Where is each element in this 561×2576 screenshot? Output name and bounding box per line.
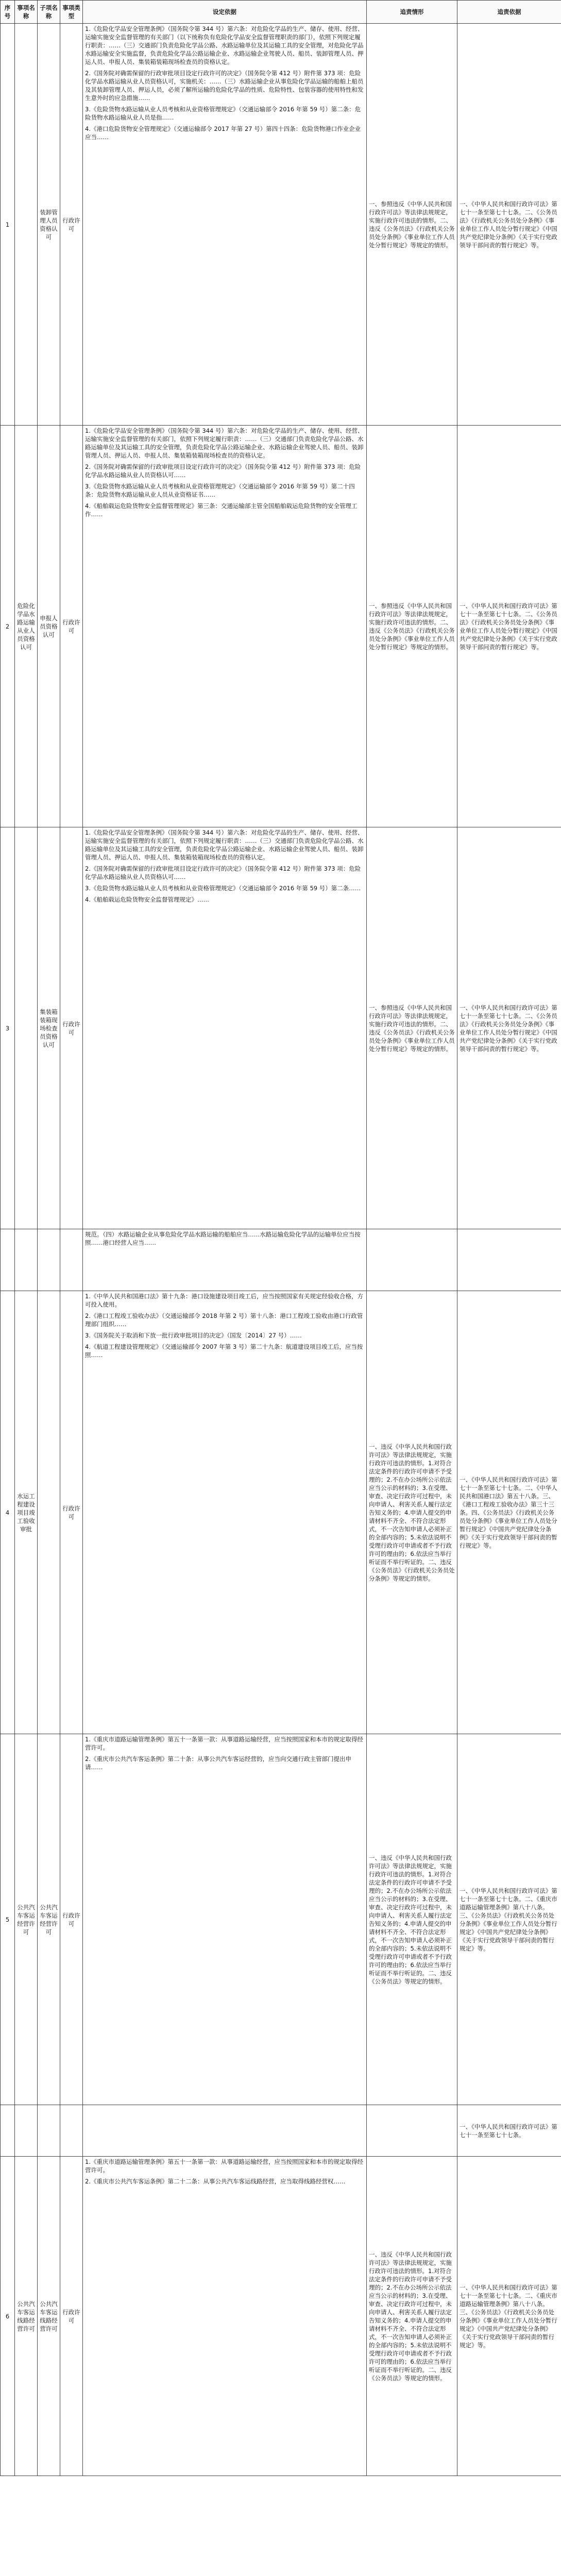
basis-paragraph: 1.《危险化学品安全管理条例》（国务院令第 344 号）第六条：对危险化学品的生产、储存、使用、经营、运输实施安全监督管理的有关部门（以下统称负有危险化学品安全监督管理职责的部门），依照下列规定履行职责：……（三）交通部门负责危险化学品公路、水路运输单位及其运输工具的安全管理，对危险化学品水路运输安全实施监督，负责危险化学品公路运输企业、水路运输企业驾驶人员、船员、装卸管理人员、押运人员、申报人员、集装箱装箱现场检查员的资格认定。 bbox=[85, 25, 364, 65]
row-item-name bbox=[15, 827, 38, 1229]
row-type bbox=[60, 1229, 83, 1291]
row-basis bbox=[83, 2105, 367, 2157]
basis-paragraph: 2.《重庆市公共汽车客运条例》第二十条：从事公共汽车客运经营的，应当向交通行政主管部门提出申请…… bbox=[85, 1755, 351, 1771]
basis-paragraph: 2.《国务院对确需保留的行政审批项目设定行政许可的决定》（国务院令第 412 号）附件第 373 项：危险化学品水路运输从业人员资格认可…… bbox=[85, 463, 361, 479]
basis-paragraph: 2.《国务院对确需保留的行政审批项目设定行政许可的决定》（国务院令第 412 号）附件第 373 项：危险化学品水路运输从业人员资格认可…… bbox=[85, 865, 361, 880]
row-basis bbox=[83, 24, 367, 426]
table-row bbox=[1, 426, 561, 827]
row-basis bbox=[83, 827, 367, 1229]
basis-paragraph: 2.《港口工程竣工验收办法》（交通运输部令 2018 年第 2 号）第十八条：港口工程竣工验收由港口行政管理部门组织…… bbox=[85, 1312, 363, 1328]
basis-paragraph: 规范。（四）水路运输企业从事危险化学品水路运输的船舶应当……水路运输危险化学品的运输单位应当按照……港口经营人应当…… bbox=[85, 1231, 361, 1246]
row-type: 行政许可 bbox=[60, 827, 83, 1229]
basis-paragraph: 1.《重庆市道路运输管理条例》第五十一条第一款：从事道路运输经营，应当按照国家和本市的规定取得经营许可。 bbox=[85, 1736, 363, 1751]
row-type: 行政许可 bbox=[60, 1734, 83, 2105]
table-row bbox=[1, 2157, 561, 2476]
row-basis bbox=[83, 1291, 367, 1734]
row-accountability-basis: 一、《中华人民共和国行政许可法》第七十一条至第七十七条。二、《公务员法》《行政机关公务员处分条例》《事业单位工作人员处分暂行规定》《中国共产党纪律处分条例》《关于实行党政领导干部问责的暂行规定》等。 bbox=[457, 827, 561, 1229]
row-item-name: 危险化学品水路运输从业人员资格认可 bbox=[15, 426, 38, 827]
row-no: 5 bbox=[1, 1734, 15, 2105]
row-no: 4 bbox=[1, 1291, 15, 1734]
row-accountability-basis bbox=[457, 1229, 561, 1291]
row-sub-name: 装卸管理人员资格认可 bbox=[38, 24, 60, 426]
row-accountability-basis: 一、《中华人民共和国行政许可法》第七十一条至第七十七条。二、《公务员法》《行政机关公务员处分条例》《事业单位工作人员处分暂行规定》《中国共产党纪律处分条例》《关于实行党政领导干部问责的暂行规定》等。 bbox=[457, 24, 561, 426]
basis-paragraph: 3.《国务院关于取消和下放一批行政审批项目的决定》（国发〔2014〕27 号）…… bbox=[85, 1332, 302, 1339]
row-accountability bbox=[367, 1229, 457, 1291]
row-accountability-basis: 一、《中华人民共和国行政许可法》第七十一条至第七十七条。二、《中华人民共和国港口法》第五十八条。三、《港口工程竣工验收办法》第三十三条。四、《公务员法》《行政机关公务员处分条例》《事业单位工作人员处分暂行规定》《中国共产党纪律处分条例》《关于实行党政领导干部问责的暂行规定》等。 bbox=[457, 1291, 561, 1734]
row-sub-name: 公共汽车客运经营许可 bbox=[38, 1734, 60, 2105]
row-accountability-basis: 一、《中华人民共和国行政许可法》第七十一条至第七十七条。 bbox=[457, 2105, 561, 2157]
row-sub-name: 公共汽车客运线路经营许可 bbox=[38, 2157, 60, 2476]
row-no: 2 bbox=[1, 426, 15, 827]
table-row bbox=[1, 827, 561, 1229]
header-type: 事项类型 bbox=[60, 1, 83, 24]
basis-paragraph: 1.《重庆市道路运输管理条例》第五十一条第一款：从事道路运输经营，应当按照国家和本市的规定取得经营许可。 bbox=[85, 2158, 363, 2174]
basis-paragraph: 1.《危险化学品安全管理条例》（国务院令第 344 号）第六条：对危险化学品的生产、储存、使用、经营、运输实施安全监督管理的有关部门，依照下列规定履行职责：……（三）交通部门负责危险化学品公路、水路运输单位及其运输工具的安全管理，负责危险化学品公路运输企业、水路运输企业驾驶人员、船员、装卸管理人员、押运人员、申报人员、集装箱装箱现场检查员的资格认定。 bbox=[85, 427, 364, 459]
row-accountability-basis: 一、《中华人民共和国行政许可法》第七十一条至第七十七条。二、《重庆市道路运输管理条例》第八十八条。三、《公务员法》《行政机关公务员处分条例》《事业单位工作人员处分暂行规定》《中国共产党纪律处分条例》《关于实行党政领导干部问责的暂行规定》等。 bbox=[457, 2157, 561, 2476]
table-row bbox=[1, 1229, 561, 1291]
row-item-name: 水运工程建设项目竣工验收审批 bbox=[15, 1291, 38, 1734]
row-type: 行政许可 bbox=[60, 2157, 83, 2476]
row-accountability: 一、违反《中华人民共和国行政许可法》等法律法规规定，实施行政许可违法的情形。1.对符合法定条件的行政许可申请不予受理的；2.不在办公场所公示依法应当公示的材料的；3.在受理、审查、决定行政许可过程中，未向申请人、利害关系人履行法定告知义务的；4.申请人提交的申请材料不齐全、不符合法定形式，不一次告知申请人必须补正的全部内容的；5.未依法说明不受理行政许可申请或者不予行政许可的理由的；6.依法应当举行听证而不举行听证的。二、违反《公务员法》等规定的情形。 bbox=[367, 2157, 457, 2476]
row-basis bbox=[83, 426, 367, 827]
basis-paragraph: 1.《危险化学品安全管理条例》（国务院令第 344 号）第六条：对危险化学品的生产、储存、使用、经营、运输实施安全监督管理的有关部门，依照下列规定履行职责：……（三）交通部门负责危险化学品公路、水路运输单位及其运输工具的安全管理，负责危险化学品公路运输企业、水路运输企业驾驶人员、船员、装卸管理人员、押运人员、申报人员、集装箱装箱现场检查员的资格认定。 bbox=[85, 829, 364, 861]
basis-paragraph: 4.《船舶载运危险货物安全监督管理规定》…… bbox=[85, 896, 209, 903]
basis-paragraph: 4.《船舶载运危险货物安全监督管理规定》第三条：交通运输部主管全国船舶载运危险货物的安全管理工作…… bbox=[85, 502, 358, 518]
header-sub-name: 子项名称 bbox=[38, 1, 60, 24]
basis-paragraph: 3.《危险货物水路运输从业人员考核和从业资格管理规定》（交通运输部令 2016 年第 59 号）第二条…… bbox=[85, 885, 361, 892]
row-no: 6 bbox=[1, 2157, 15, 2476]
row-accountability-basis: 一、《中华人民共和国行政许可法》第七十一条至第七十七条。二、《重庆市道路运输管理条例》第八十八条。三、《公务员法》《行政机关公务员处分条例》《事业单位工作人员处分暂行规定》《中国共产党纪律处分条例》《关于实行党政领导干部问责的暂行规定》等。 bbox=[457, 1734, 561, 2105]
basis-paragraph: 4.《航道工程建设管理规定》（交通运输部令 2007 年第 3 号）第二十九条：航道建设项目竣工后，应当按照…… bbox=[85, 1343, 363, 1359]
basis-paragraph: 3.《危险货物水路运输从业人员考核和从业资格管理规定》（交通运输部令 2016 年第 59 号）第二十四条：危险货物水路运输从业人员从业资格证书…… bbox=[85, 483, 355, 498]
table-row bbox=[1, 2105, 561, 2157]
row-type: 行政许可 bbox=[60, 426, 83, 827]
row-accountability bbox=[367, 2105, 457, 2157]
row-accountability-basis: 一、《中华人民共和国行政许可法》第七十一条至第七十七条。二、《公务员法》《行政机关公务员处分条例》《事业单位工作人员处分暂行规定》《中国共产党纪律处分条例》《关于实行党政领导干部问责的暂行规定》等。 bbox=[457, 426, 561, 827]
row-type: 行政许可 bbox=[60, 24, 83, 426]
row-item-name bbox=[15, 2105, 38, 2157]
row-item-name bbox=[15, 24, 38, 426]
row-sub-name bbox=[38, 1291, 60, 1734]
row-no bbox=[1, 2105, 15, 2157]
row-sub-name bbox=[38, 1229, 60, 1291]
row-no bbox=[1, 1229, 15, 1291]
row-no: 1 bbox=[1, 24, 15, 426]
basis-paragraph: 2.《重庆市公共汽车客运条例》第二十二条：从事公共汽车客运线路经营，应当取得线路经营权…… bbox=[85, 2178, 346, 2185]
row-accountability: 一、参照违反《中华人民共和国行政许可法》等法律法规规定，实施行政许可违法的情形。二、违反《公务员法》《行政机关公务员处分条例》《事业单位工作人员处分暂行规定》等规定的情形。 bbox=[367, 827, 457, 1229]
table-header-row bbox=[1, 1, 561, 24]
row-item-name bbox=[15, 1229, 38, 1291]
row-basis bbox=[83, 2157, 367, 2476]
basis-paragraph: 2.《国务院对确需保留的行政审批项目设定行政许可的决定》（国务院令第 412 号）附件第 373 项：危险化学品水路运输从业人员资格认可，实施机关：……（三）水路运输企业从事危险化学品运输的船舶上船员及其装卸管理人员、押运人员，必须了解所运输的危险化学品的性质、危险特性、包装容器的使用特性和发生意外时的应急措施…… bbox=[85, 70, 364, 101]
header-accountability-basis: 追责依据 bbox=[457, 1, 561, 24]
table-row bbox=[1, 1734, 561, 2105]
row-type: 行政许可 bbox=[60, 1291, 83, 1734]
row-accountability: 一、参照违反《中华人民共和国行政许可法》等法律法规规定，实施行政许可违法的情形。二、违反《公务员法》《行政机关公务员处分条例》《事业单位工作人员处分暂行规定》等规定的情形。 bbox=[367, 426, 457, 827]
row-sub-name: 集装箱装箱现场检查员资格认可 bbox=[38, 827, 60, 1229]
header-accountability: 追责情形 bbox=[367, 1, 457, 24]
row-no: 3 bbox=[1, 827, 15, 1229]
basis-paragraph: 4.《港口危险货物安全管理规定》（交通运输部令 2017 年第 27 号）第四十四条：危险货物港口作业企业应当…… bbox=[85, 125, 361, 141]
header-basis: 设定依据 bbox=[83, 1, 367, 24]
row-type bbox=[60, 2105, 83, 2157]
basis-paragraph: 1.《中华人民共和国港口法》第十九条：港口设施建设项目竣工后，应当按照国家有关规定经验收合格，方可投入使用。 bbox=[85, 1293, 363, 1308]
row-accountability: 一、违反《中华人民共和国行政许可法》等法律法规规定，实施行政许可违法的情形。1.对符合法定条件的行政许可申请不予受理的；2.不在办公场所公示依法应当公示的材料的；3.在受理、审查、决定行政许可过程中，未向申请人、利害关系人履行法定告知义务的；4.申请人提交的申请材料不齐全、不符合法定形式，不一次告知申请人必须补正的全部内容的；5.未依法说明不受理行政许可申请或者不予行政许可的理由的；6.依法应当举行听证而不举行听证的。二、违反《公务员法》《行政机关公务员处分条例》等规定的情形。 bbox=[367, 1291, 457, 1734]
row-accountability: 一、违反《中华人民共和国行政许可法》等法律法规规定，实施行政许可违法的情形。1.对符合法定条件的行政许可申请不予受理的；2.不在办公场所公示依法应当公示的材料的；3.在受理、审查、决定行政许可过程中，未向申请人、利害关系人履行法定告知义务的；4.申请人提交的申请材料不齐全、不符合法定形式，不一次告知申请人必须补正的全部内容的；5.未依法说明不受理行政许可申请或者不予行政许可的理由的；6.依法应当举行听证而不举行听证的。二、违反《公务员法》等规定的情形。 bbox=[367, 1734, 457, 2105]
row-item-name: 公共汽车客运经营许可 bbox=[15, 1734, 38, 2105]
table-row bbox=[1, 24, 561, 426]
row-sub-name: 申报人员资格认可 bbox=[38, 426, 60, 827]
row-item-name: 公共汽车客运线路经营许可 bbox=[15, 2157, 38, 2476]
row-sub-name bbox=[38, 2105, 60, 2157]
header-no: 序号 bbox=[1, 1, 15, 24]
header-item-name: 事项名称 bbox=[15, 1, 38, 24]
row-basis bbox=[83, 1229, 367, 1291]
basis-paragraph: 3.《危险货物水路运输从业人员考核和从业资格管理规定》（交通运输部令 2016 年第 59 号）第二条：危险货物水路运输从业人员是指…… bbox=[85, 106, 361, 121]
table-row bbox=[1, 1291, 561, 1734]
row-accountability: 一、参照违反《中华人民共和国行政许可法》等法律法规规定，实施行政许可违法的情形。二、违反《公务员法》《行政机关公务员处分条例》《事业单位工作人员处分暂行规定》等规定的情形。 bbox=[367, 24, 457, 426]
row-basis bbox=[83, 1734, 367, 2105]
